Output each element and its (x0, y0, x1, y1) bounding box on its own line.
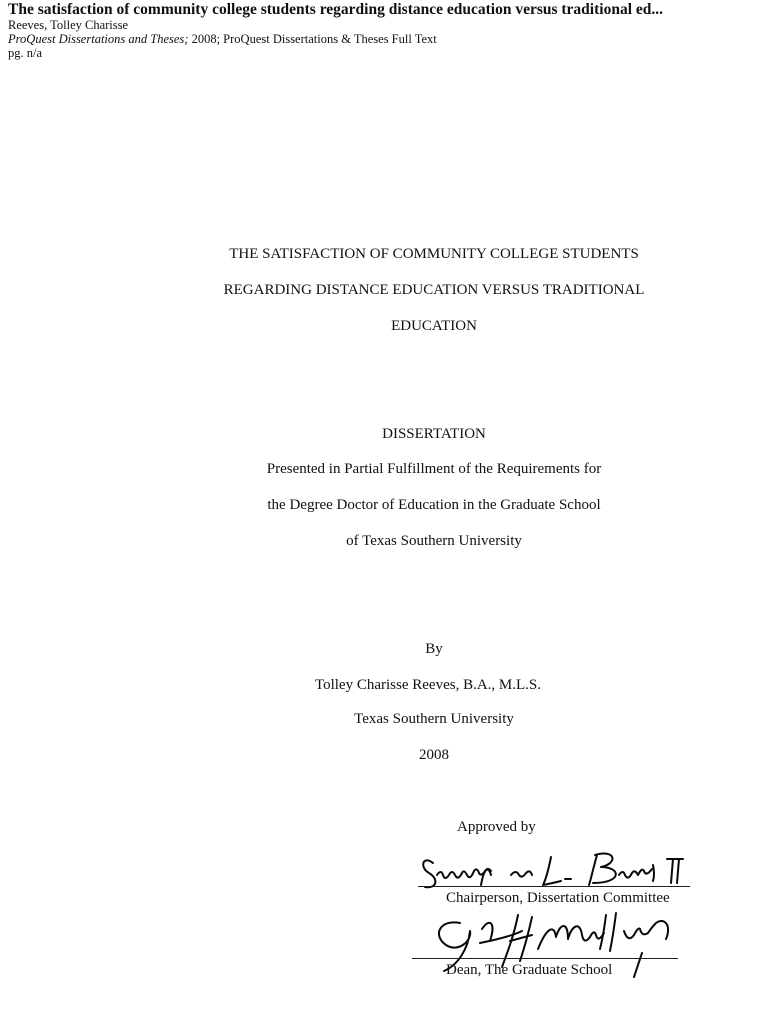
dissertation-title-line-1: THE SATISFACTION OF COMMUNITY COLLEGE STUDENTS (229, 246, 639, 262)
by-label: By (425, 641, 443, 657)
year: 2008 (419, 747, 449, 763)
dean-signature-line (412, 958, 678, 959)
citation-publication-details: 2008; ProQuest Dissertations & Theses Full Text (188, 32, 437, 46)
presented-line-2: the Degree Doctor of Education in the Graduate School (267, 497, 601, 513)
citation-title[interactable]: The satisfaction of community college students regarding distance education versus traditional ed... (8, 1, 664, 18)
presented-line-3: of Texas Southern University (346, 533, 522, 549)
dissertation-title-line-2: REGARDING DISTANCE EDUCATION VERSUS TRADITIONAL (223, 282, 645, 298)
citation-source (8, 32, 763, 46)
citation-author: Reeves, Tolley Charisse (8, 18, 129, 32)
chair-caption: Chairperson, Dissertation Committee (446, 890, 670, 906)
dean-caption: Dean, The Graduate School (446, 962, 613, 978)
university-name: Texas Southern University (354, 711, 514, 727)
citation-page: pg. n/a (8, 46, 43, 60)
dissertation-title-line-3: EDUCATION (391, 318, 477, 334)
chair-signature (415, 845, 705, 895)
approved-by-label: Approved by (457, 819, 536, 835)
citation-publication: ProQuest Dissertations and Theses; (8, 32, 189, 46)
chair-signature-line (418, 886, 690, 887)
presented-line-1: Presented in Partial Fulfillment of the Requirements for (266, 461, 602, 477)
citation-header (8, 1, 763, 60)
author-name: Tolley Charisse Reeves, B.A., M.L.S. (314, 677, 541, 693)
document-type: DISSERTATION (382, 426, 486, 442)
